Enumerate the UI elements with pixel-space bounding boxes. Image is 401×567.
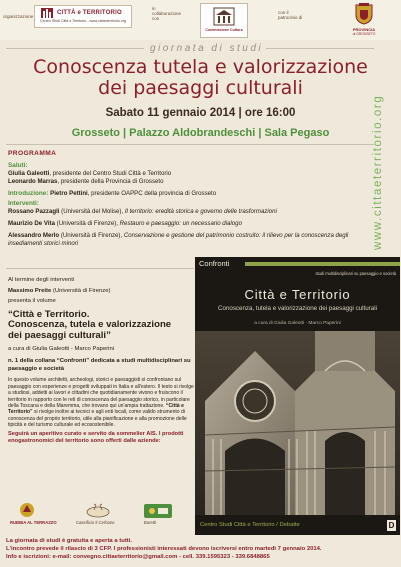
sponsor-3-label: Boretti [144,520,157,525]
sponsor-logo-1 [10,500,57,530]
footer-line3: Info e iscrizioni: e-mail: convegno.cittaeterritorio@gmail.com - cell. 339.1595323 - 339.6848865 [6,554,270,560]
program-heading: PROGRAMMA [8,150,57,157]
greetings-label: Saluti: [8,162,28,169]
presenter: Massimo Preite (Università di Firenze) [8,287,111,294]
book-cover [195,257,400,535]
event-title-line1: Conoscenza tutela e valorizzazione [33,56,368,78]
aperitivo-note: Seguirà un aperitivo curato e servito da sommelier AIS. I prodotti enogastronomici del territorio sono offerti dalle aziende: [8,430,184,444]
event-venue: Grosseto | Palazzo Aldobrandeschi | Sala Pegaso [71,127,330,139]
collab-label-line1: in [152,6,156,11]
cheese-deer-icon [86,503,110,518]
footer-line2: L'incontro prevede il rilascio di 3 CFP. I professionisti interessati devono iscriversi entro martedì 7 gennaio 2014. [6,546,322,552]
book-series-name: Confronti [195,257,249,271]
collab-label [152,6,181,21]
talks-label: Interventi: [8,200,39,207]
collab-label-line3: con [152,16,160,21]
book-cover-title: Città e Territorio [244,287,351,302]
farm-logo-icon [144,504,172,518]
section-divider [6,144,374,145]
footer-notes [6,537,398,561]
footer-line1: La giornata di studi è gratuita e aperta a tutti. [6,538,133,544]
organizer-logo-subtitle: Centro Studi Città e Territorio - www.cittaeterritorio.org [40,19,127,23]
order-architects-logo [200,3,248,38]
book-green-bar [245,262,400,266]
sponsor-logo-3 [140,500,176,530]
book-footer [195,517,400,535]
introduction: Introduzione: Pietro Pettini, presidente OAPPC della provincia di Grosseto [8,190,217,197]
book-cover-authors: a cura di Giulia Galeotti · Marco Paperini [254,321,341,326]
event-kicker: giornata di studi [150,43,264,54]
sponsor-logo-2 [76,500,120,530]
book-editors: a cura di Giulia Galeotti - Marco Paperini [8,345,115,352]
kicker-rule-left [6,48,144,49]
province-crest-icon [355,3,373,25]
church-facade-photo [195,331,400,515]
kicker-rule-right [266,48,374,49]
patronage-label [278,10,302,20]
book-title-line2: Conoscenza, tutela e valorizzazione [8,319,172,331]
city-territory-logo-icon [41,8,53,18]
province-label-line1: PROVINCIA [352,27,376,32]
patronage-label-line2: patrocinio di [278,15,303,20]
book-title-line1: “Città e Territorio. [8,308,90,320]
commission-label: Commissione Cultura [205,28,243,32]
talk-3: Alessandro Merlo (Università di Firenze), Conservazione e gestione del patrimonio costruito: il rilievo per la conoscenza degli insediamenti storici minori [8,232,349,247]
program-section [8,150,370,248]
sponsor-1-label: RUBBIA AL TERRAZZO [10,520,57,525]
book-presentation [8,277,196,445]
organizer-label: organizzazione [3,14,34,19]
province-label-line2: di GROSSETO [352,32,376,36]
winery-crest-icon [19,502,35,518]
book-footer-publisher: Centro Studi Città e Territorio / Debatte [200,522,300,528]
collab-label-line2: collaborazione [152,11,182,16]
patronage-label-line1: con il [278,10,289,15]
book-title-line3: dei paesaggi culturali” [8,329,111,341]
organizer-logo [34,5,132,28]
book-series-subtitle: studi multidisciplinari su paesaggio e società [315,271,396,276]
presents-label: presenta il volume [8,298,56,305]
end-note: Al termine degli interventi [8,277,75,283]
organizer-logo-title: CITTÀ e TERRITORIO [57,10,122,16]
presentation-divider [6,268,194,269]
talk-1: Rossano Pazzagli (Università del Molise), Il territorio: eredità storica e governo delle trasformazioni [8,208,277,215]
architects-seal-icon [213,7,235,26]
publisher-logo-icon: D [388,521,395,530]
event-date-time: Sabato 11 gennaio 2014 | ore 16:00 [105,107,296,119]
book-cover-subtitle: Conoscenza, tutela e valorizzazione dei paesaggi culturali [218,305,377,312]
talk-2: Maurizio De Vita (Università di Firenze), Restauro e paesaggio: un necessario dialogo [8,220,242,227]
sponsor-2-label: Caseificio Il Cerbone [76,520,115,525]
book-description: In questo volume architetti, archeologi, storici e paesaggisti si confrontano sul paesaggio con esperienze e progetti sviluppati in Italia e all'estero. Il testo si rivolge a studiosi, addetti ai lavori e cittadini che quotidianamente vivono e fruiscono il territorio in rapporto con le reti di conoscenza del paesaggio storico, in particolare della Toscana e della Maremma, che trovano qui un'ampia trattazione. “Città e Territorio” si rivolge inoltre ai tecnici e agli enti locali, come valido strumento di conoscenza del proprio territorio, utile alla pianificazione e alla promozione delle tipicità e del turismo culturale ed ecosostenibile. [8,377,194,429]
side-website-url: www.cittaeterritorio.org [372,94,384,250]
greeting-1: Giulia Galeotti, presidente del Centro Studi Città e Territorio [8,170,172,177]
greeting-2: Leonardo Marras, presidente della Provincia di Grosseto [8,178,164,185]
series-note: n. 1 della collana “Confronti” dedicata a studi multidisciplinari su paesaggio e società [8,358,191,372]
event-title-line2: dei paesaggi culturali [98,77,303,99]
